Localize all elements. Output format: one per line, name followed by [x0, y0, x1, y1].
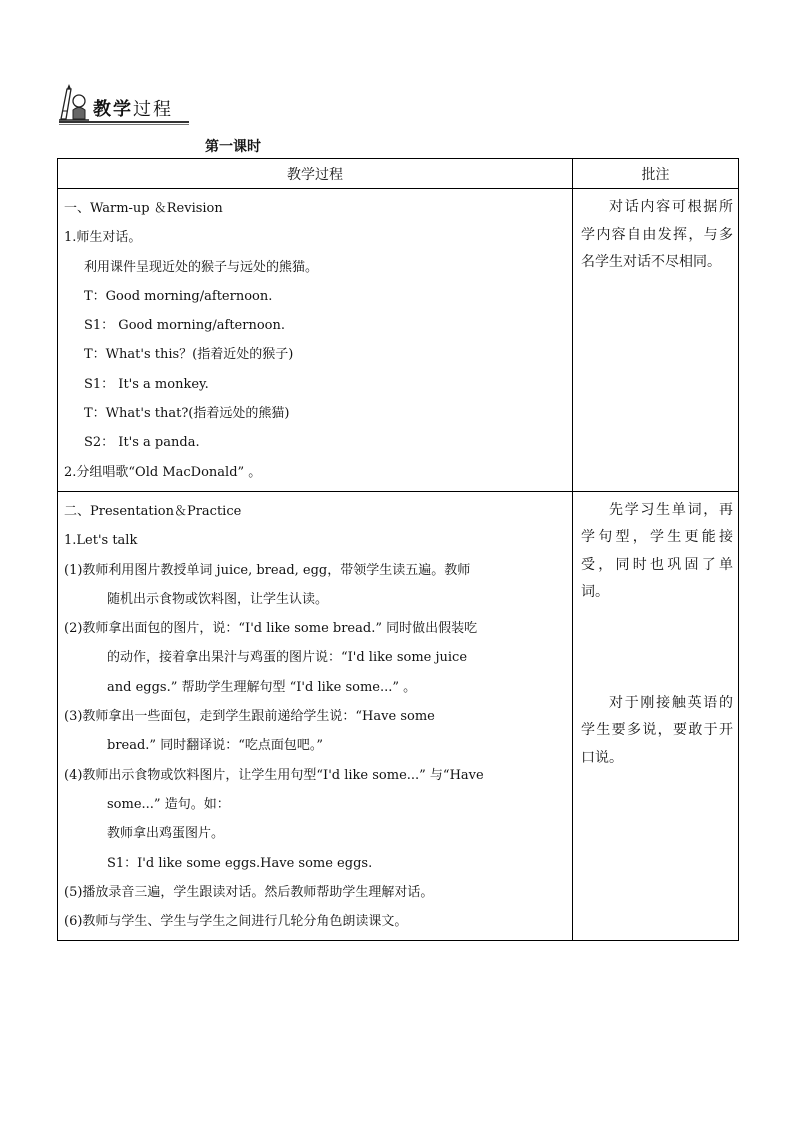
process-line: (3)教师拿出一些面包，走到学生跟前递给学生说：“Have some	[64, 709, 435, 725]
process-line: and eggs.” 帮助学生理解句型 “I'd like some...” 。	[107, 679, 417, 695]
process-line: 一、Warm-up ＆Revision	[64, 201, 223, 216]
lesson-subtitle: 第一课时	[205, 139, 261, 155]
process-line: some...” 造句。如：	[107, 796, 230, 812]
process-line: 的动作，接着拿出果汁与鸡蛋的图片说：“I'd like some juice	[107, 650, 468, 666]
table-row-presentation	[58, 491, 739, 940]
title-underline-thin	[59, 124, 189, 125]
process-line: 1.师生对话。	[64, 230, 142, 246]
process-line: S1： Good morning/afternoon.	[84, 318, 285, 334]
presentation-note-cell	[573, 491, 739, 940]
process-line: (6)教师与学生、学生与学生之间进行几轮分角色朗读课文。	[64, 914, 408, 930]
process-line: 二、Presentation＆Practice	[64, 503, 242, 519]
process-line: 利用课件呈现近处的猴子与远处的熊猫。	[84, 259, 319, 275]
section-logo	[57, 83, 197, 125]
table-row-warmup	[58, 189, 739, 492]
process-line: T：Good morning/afternoon.	[84, 288, 273, 304]
process-line: (2)教师拿出面包的图片，说：“I'd like some bread.” 同时做出假装吃	[64, 621, 478, 637]
process-line: S2： It's a panda.	[84, 435, 200, 451]
process-line: (1)教师利用图片教授单词 juice, bread, egg，带领学生读五遍。教师	[64, 562, 471, 578]
process-line: bread.” 同时翻译说：“吃点面包吧。”	[107, 738, 324, 754]
section-title: 教学过程	[93, 99, 173, 120]
title-underline	[59, 121, 189, 123]
process-line: S1： It's a monkey.	[84, 376, 209, 392]
pencil-icon	[57, 83, 91, 123]
warmup-process-cell	[58, 189, 573, 492]
process-line: 随机出示食物或饮料图，让学生认读。	[107, 591, 329, 607]
warmup-note-cell	[573, 189, 739, 492]
note-text: 对于刚接触英语的学生要多说，要敢于开口说。	[581, 694, 733, 766]
presentation-process-cell	[58, 491, 573, 940]
col-note-header: 批注	[573, 159, 739, 189]
table-header-row	[58, 159, 739, 189]
process-line: 教师拿出鸡蛋图片。	[107, 826, 225, 842]
process-line: S1：I'd like some eggs.Have some eggs.	[107, 855, 373, 871]
process-line: T：What's this？(指着近处的猴子)	[84, 347, 294, 363]
process-line: (5)播放录音三遍，学生跟读对话。然后教师帮助学生理解对话。	[64, 884, 434, 900]
note-text: 对话内容可根据所学内容自由发挥，与多名学生对话不尽相同。	[581, 199, 733, 270]
process-line: (4)教师出示食物或饮料图片，让学生用句型“I'd like some...” 与“Have	[64, 767, 484, 783]
col-process-header: 教学过程	[58, 159, 573, 189]
lesson-table	[57, 158, 739, 941]
process-line: T：What's that?(指着远处的熊猫)	[84, 406, 290, 422]
process-line: 1.Let's talk	[64, 533, 138, 549]
process-line: 2.分组唱歌“Old MacDonald” 。	[64, 464, 262, 480]
note-text: 先学习生单词，再学句型，学生更能接受，同时也巩固了单词。	[581, 501, 733, 601]
